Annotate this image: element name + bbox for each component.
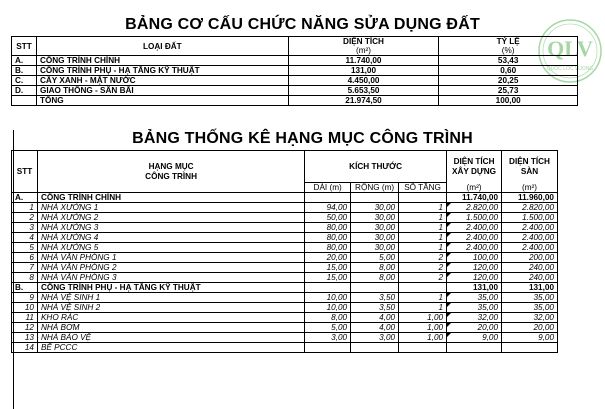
row-build-area: 120,00 <box>447 263 502 273</box>
row-stt: C. <box>12 76 37 86</box>
row-stt: 3 <box>12 223 38 233</box>
row-name: CÔNG TRÌNH CHÍNH <box>36 56 288 66</box>
row-floor-area: 20,00 <box>502 323 558 333</box>
row-area: 4.450,00 <box>288 76 439 86</box>
row-length: 3,00 <box>305 333 351 343</box>
row-ratio: 20,25 <box>439 76 578 86</box>
row-stt: 13 <box>12 333 38 343</box>
empty-cell <box>305 193 351 203</box>
area-unit: (m²) <box>288 46 439 56</box>
land-type-header: LOẠI ĐẤT <box>36 37 288 56</box>
row-build-area <box>447 343 502 353</box>
row-stt: 12 <box>12 323 38 333</box>
works-table <box>11 150 558 353</box>
row-stt <box>12 96 37 106</box>
row-build-area: 32,00 <box>447 313 502 323</box>
row-width: 30,00 <box>351 233 399 243</box>
row-ratio: 0,60 <box>439 66 578 76</box>
svg-text:QUOC LOC VUONG: QUOC LOC VUONG <box>546 66 594 72</box>
row-build-area: 1.500,00 <box>447 213 502 223</box>
stt-header: STT <box>12 37 37 56</box>
row-name: NHÀ XƯỞNG 2 <box>37 213 304 223</box>
empty-cell <box>399 283 447 293</box>
build-area-header <box>447 151 502 183</box>
empty-cell <box>351 193 399 203</box>
row-floors: 1 <box>399 293 447 303</box>
row-floor-area: 35,00 <box>502 293 558 303</box>
row-width: 30,00 <box>351 213 399 223</box>
total-label: TỔNG <box>36 96 288 106</box>
row-stt: 9 <box>12 293 38 303</box>
row-floor-area: 35,00 <box>502 303 558 313</box>
land-use-table-title: BẢNG CƠ CẤU CHỨC NĂNG SỬA DỤNG ĐẤT <box>125 16 480 33</box>
row-width: 4,00 <box>351 313 399 323</box>
row-length: 80,00 <box>305 223 351 233</box>
dims-header: KÍCH THƯỚC <box>305 151 447 183</box>
row-build-area: 20,00 <box>447 323 502 333</box>
total-row <box>12 96 578 106</box>
row-stt: 10 <box>12 303 38 313</box>
row-stt: 5 <box>12 243 38 253</box>
row-floor-area: 32,00 <box>502 313 558 323</box>
row-floor-area <box>502 343 558 353</box>
row-build-area: 120,00 <box>447 273 502 283</box>
empty-cell <box>351 283 399 293</box>
row-floor-area: 200,00 <box>502 253 558 263</box>
row-stt: 11 <box>12 313 38 323</box>
table-row <box>12 303 558 313</box>
empty-cell <box>399 193 447 203</box>
row-length: 80,00 <box>305 233 351 243</box>
row-stt: 8 <box>12 273 38 283</box>
row-width: 30,00 <box>351 223 399 233</box>
row-name: NHÀ VỆ SINH 1 <box>37 293 304 303</box>
row-build-area: 9,00 <box>447 333 502 343</box>
row-floors: 1 <box>399 243 447 253</box>
table-row <box>12 203 558 213</box>
row-floors: 1,00 <box>399 323 447 333</box>
row-width: 3,50 <box>351 303 399 313</box>
row-length: 5,00 <box>305 323 351 333</box>
item-header <box>37 151 304 193</box>
ratio-unit: (%) <box>439 46 578 56</box>
row-floors: 1 <box>399 203 447 213</box>
floor-area-header-line2: SÀN <box>520 166 539 176</box>
row-name: NHÀ VĂN PHÒNG 3 <box>37 273 304 283</box>
row-name: NHÀ XƯỞNG 1 <box>37 203 304 213</box>
row-stt: D. <box>12 86 37 96</box>
group-build-area: 131,00 <box>447 283 502 293</box>
row-floors: 2 <box>399 263 447 273</box>
group-floor-area: 11.960,00 <box>502 193 558 203</box>
floor-area-header <box>502 151 558 183</box>
build-area-unit: (m²) <box>447 183 502 193</box>
table-row <box>12 293 558 303</box>
row-width <box>351 343 399 353</box>
area-header: DIỆN TÍCH <box>288 37 439 47</box>
row-length: 10,00 <box>305 303 351 313</box>
row-floors: 1 <box>399 213 447 223</box>
row-build-area: 2.400,00 <box>447 223 502 233</box>
table-row <box>12 333 558 343</box>
row-name: NHÀ BƠM <box>37 323 304 333</box>
row-floors: 1 <box>399 233 447 243</box>
row-length: 80,00 <box>305 243 351 253</box>
row-length: 50,00 <box>305 213 351 223</box>
row-floor-area: 9,00 <box>502 333 558 343</box>
svg-text:QLV: QLV <box>547 36 593 61</box>
table-row <box>12 223 558 233</box>
group-name: CÔNG TRÌNH PHỤ - HẠ TẦNG KỸ THUẬT <box>37 283 304 293</box>
row-width: 5,00 <box>351 253 399 263</box>
total-ratio: 100,00 <box>439 96 578 106</box>
row-name: NHÀ BẢO VỆ <box>37 333 304 343</box>
row-build-area: 35,00 <box>447 303 502 313</box>
row-floors: 1 <box>399 223 447 233</box>
row-floor-area: 2.400,00 <box>502 243 558 253</box>
ratio-header: TỶ LỆ <box>439 37 578 47</box>
row-stt: 7 <box>12 263 38 273</box>
row-width: 3,50 <box>351 293 399 303</box>
row-stt: 4 <box>12 233 38 243</box>
item-header-line1: HẠNG MỤC <box>148 161 194 171</box>
row-build-area: 35,00 <box>447 293 502 303</box>
land-use-table <box>11 36 578 106</box>
row-floor-area: 240,00 <box>502 263 558 273</box>
table-row <box>12 66 578 76</box>
group-name: CÔNG TRÌNH CHÍNH <box>37 193 304 203</box>
row-floor-area: 2.400,00 <box>502 233 558 243</box>
row-ratio: 53,43 <box>439 56 578 66</box>
row-floor-area: 1.500,00 <box>502 213 558 223</box>
floor-area-header-line1: DIỆN TÍCH <box>509 156 550 166</box>
row-floors: 1,00 <box>399 313 447 323</box>
build-area-header-line1: DIỆN TÍCH <box>453 156 495 166</box>
row-name: CÂY XANH - MẶT NƯỚC <box>36 76 288 86</box>
floor-area-unit: (m²) <box>502 183 558 193</box>
row-width: 8,00 <box>351 273 399 283</box>
table-row <box>12 76 578 86</box>
empty-cell <box>305 283 351 293</box>
row-length: 94,00 <box>305 203 351 213</box>
row-floors: 1 <box>399 303 447 313</box>
table-row <box>12 313 558 323</box>
table-row <box>12 263 558 273</box>
group-build-area: 11.740,00 <box>447 193 502 203</box>
total-area: 21.974,50 <box>288 96 439 106</box>
row-length: 15,00 <box>305 263 351 273</box>
row-stt: 6 <box>12 253 38 263</box>
row-name: NHÀ XƯỞNG 5 <box>37 243 304 253</box>
table-row <box>12 86 578 96</box>
length-header: DÀI (m) <box>305 183 351 193</box>
width-header: RỘNG (m) <box>351 183 399 193</box>
row-length: 8,00 <box>305 313 351 323</box>
row-floor-area: 240,00 <box>502 273 558 283</box>
row-name: CÔNG TRÌNH PHỤ - HẠ TẦNG KỸ THUẬT <box>36 66 288 76</box>
row-ratio: 25,73 <box>439 86 578 96</box>
row-floors: 2 <box>399 273 447 283</box>
group-row-main-works <box>12 193 558 203</box>
row-name: NHÀ XƯỞNG 4 <box>37 233 304 243</box>
group-row-auxiliary-works <box>12 283 558 293</box>
floors-header: SỐ TẦNG <box>399 183 447 193</box>
row-name: NHÀ VỆ SINH 2 <box>37 303 304 313</box>
row-length: 15,00 <box>305 273 351 283</box>
table-row <box>12 273 558 283</box>
row-floor-area: 2.820,00 <box>502 203 558 213</box>
row-stt: A. <box>12 56 37 66</box>
group-stt: A. <box>12 193 38 203</box>
table-row <box>12 233 558 243</box>
row-length <box>305 343 351 353</box>
row-name: NHÀ VĂN PHÒNG 1 <box>37 253 304 263</box>
row-width: 3,00 <box>351 333 399 343</box>
row-area: 5.653,50 <box>288 86 439 96</box>
row-width: 8,00 <box>351 263 399 273</box>
row-build-area: 2.820,00 <box>447 203 502 213</box>
row-build-area: 2.400,00 <box>447 233 502 243</box>
table-row <box>12 253 558 263</box>
table-row <box>12 56 578 66</box>
row-floors: 2 <box>399 253 447 263</box>
build-area-header-line2: XÂY DỰNG <box>452 166 496 176</box>
row-floor-area: 2.400,00 <box>502 223 558 233</box>
row-width: 4,00 <box>351 323 399 333</box>
table-row <box>12 243 558 253</box>
row-build-area: 2.400,00 <box>447 243 502 253</box>
row-area: 131,00 <box>288 66 439 76</box>
row-length: 20,00 <box>305 253 351 263</box>
row-name: NHÀ VĂN PHÒNG 2 <box>37 263 304 273</box>
item-header-line2: CÔNG TRÌNH <box>145 171 198 181</box>
row-area: 11.740,00 <box>288 56 439 66</box>
row-stt: 2 <box>12 213 38 223</box>
table-row <box>12 323 558 333</box>
row-width: 30,00 <box>351 203 399 213</box>
row-floors <box>399 343 447 353</box>
row-name: KHO RÁC <box>37 313 304 323</box>
works-table-title: BẢNG THỐNG KÊ HẠNG MỤC CÔNG TRÌNH <box>132 130 473 147</box>
group-floor-area: 131,00 <box>502 283 558 293</box>
row-name: NHÀ XƯỞNG 3 <box>37 223 304 233</box>
group-stt: B. <box>12 283 38 293</box>
stt-header: STT <box>12 151 38 193</box>
row-width: 30,00 <box>351 243 399 253</box>
row-floors: 1,00 <box>399 333 447 343</box>
row-stt: 1 <box>12 203 38 213</box>
row-stt: 14 <box>12 343 38 353</box>
table-row <box>12 343 558 353</box>
row-build-area: 100,00 <box>447 253 502 263</box>
table-row <box>12 213 558 223</box>
row-name: BỂ PCCC <box>37 343 304 353</box>
row-stt: B. <box>12 66 37 76</box>
row-length: 10,00 <box>305 293 351 303</box>
row-name: GIAO THÔNG - SÂN BÃI <box>36 86 288 96</box>
